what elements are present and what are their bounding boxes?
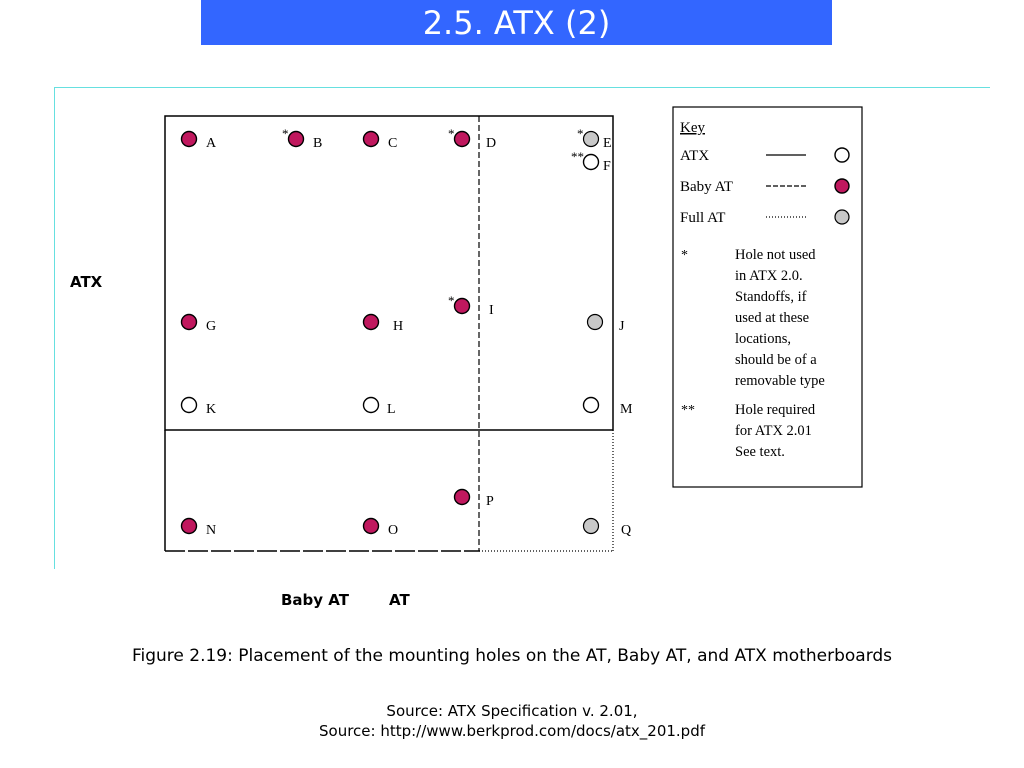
hole-d-circle [455, 132, 470, 147]
hole-i-label: I [489, 303, 494, 318]
hole-b-marker: * [282, 126, 289, 141]
hole-a-circle [182, 132, 197, 147]
key-note-line: Standoffs, if [735, 289, 807, 305]
key-row-label: Baby AT [680, 179, 733, 195]
hole-p-label: P [486, 494, 494, 509]
key-note-line: Hole not used [735, 247, 816, 263]
at-label: AT [389, 591, 410, 609]
hole-l [364, 398, 396, 418]
holes-layer [182, 126, 634, 538]
hole-i [448, 293, 494, 318]
hole-o-label: O [388, 523, 399, 538]
hole-f-label: F [603, 159, 611, 174]
hole-g [182, 315, 217, 335]
hole-l-label: L [387, 402, 396, 417]
hole-b-label: B [313, 136, 323, 151]
hole-d-marker: * [448, 126, 455, 141]
key-row-label: Full AT [680, 210, 726, 226]
baby-at-label: Baby AT [281, 591, 349, 609]
key-row-hole-sample [835, 148, 849, 162]
hole-q-label: Q [621, 523, 632, 538]
hole-e [577, 126, 612, 151]
key-row-label: ATX [680, 148, 710, 164]
key-title: Key [680, 120, 705, 136]
slide-title: 2.5. ATX (2) [422, 3, 611, 42]
hole-m-label: M [620, 402, 633, 417]
hole-n-circle [182, 519, 197, 534]
hole-m [584, 398, 634, 418]
key-note-line: in ATX 2.0. [735, 268, 803, 284]
hole-f-marker: ** [571, 149, 584, 164]
slide-title-bar [201, 0, 832, 45]
hole-k [182, 398, 217, 418]
hole-n-label: N [206, 523, 217, 538]
key-note-line: should be of a [735, 352, 817, 368]
frame-top-rule [54, 87, 990, 88]
hole-c [364, 132, 398, 152]
hole-e-circle [584, 132, 599, 147]
hole-b [282, 126, 322, 151]
hole-i-marker: * [448, 293, 455, 308]
key-box [673, 107, 862, 487]
hole-i-circle [455, 299, 470, 314]
hole-g-circle [182, 315, 197, 330]
key-row-hole-sample [835, 179, 849, 193]
hole-h-circle [364, 315, 379, 330]
hole-e-marker: * [577, 126, 584, 141]
key-note-symbol: ** [681, 403, 695, 418]
source-line-2: Source: http://www.berkprod.com/docs/atx_201.pdf [319, 722, 705, 740]
hole-a-label: A [206, 136, 217, 151]
atx-side-label: ATX [70, 273, 103, 291]
figure-caption: Figure 2.19: Placement of the mounting holes on the AT, Baby AT, and ATX motherboards [131, 646, 893, 666]
key-note-line: used at these [735, 310, 810, 326]
key-note-line: locations, [735, 331, 791, 347]
hole-q-circle [584, 519, 599, 534]
hole-d [448, 126, 496, 151]
hole-k-circle [182, 398, 197, 413]
hole-c-label: C [388, 136, 398, 151]
hole-f [571, 149, 611, 174]
frame-left-rule [54, 87, 55, 569]
hole-l-circle [364, 398, 379, 413]
hole-g-label: G [206, 319, 217, 334]
hole-f-circle [584, 155, 599, 170]
hole-p-circle [455, 490, 470, 505]
hole-n [182, 519, 217, 539]
hole-j-circle [588, 315, 603, 330]
source-line-1: Source: ATX Specification v. 2.01, [386, 702, 638, 720]
hole-a [182, 132, 218, 152]
hole-e-label: E [603, 136, 612, 151]
board-outlines [165, 116, 613, 551]
hole-p [455, 490, 495, 510]
key-note-line: removable type [735, 373, 825, 389]
hole-o [364, 519, 399, 539]
key-row-hole-sample [835, 210, 849, 224]
key-note-line: See text. [735, 444, 785, 460]
hole-j [588, 315, 626, 335]
hole-b-circle [289, 132, 304, 147]
hole-o-circle [364, 519, 379, 534]
hole-h-label: H [393, 319, 404, 334]
hole-m-circle [584, 398, 599, 413]
key-note-symbol: * [681, 248, 688, 263]
hole-d-label: D [486, 136, 497, 151]
hole-h [364, 315, 404, 335]
hole-k-label: K [206, 402, 217, 417]
key-note-line: Hole required [735, 402, 816, 418]
hole-j-label: J [619, 319, 625, 334]
hole-c-circle [364, 132, 379, 147]
key-note-line: for ATX 2.01 [735, 423, 812, 439]
atx-board-outline [165, 116, 613, 430]
hole-q [584, 519, 632, 539]
mounting-hole-diagram [160, 100, 870, 560]
